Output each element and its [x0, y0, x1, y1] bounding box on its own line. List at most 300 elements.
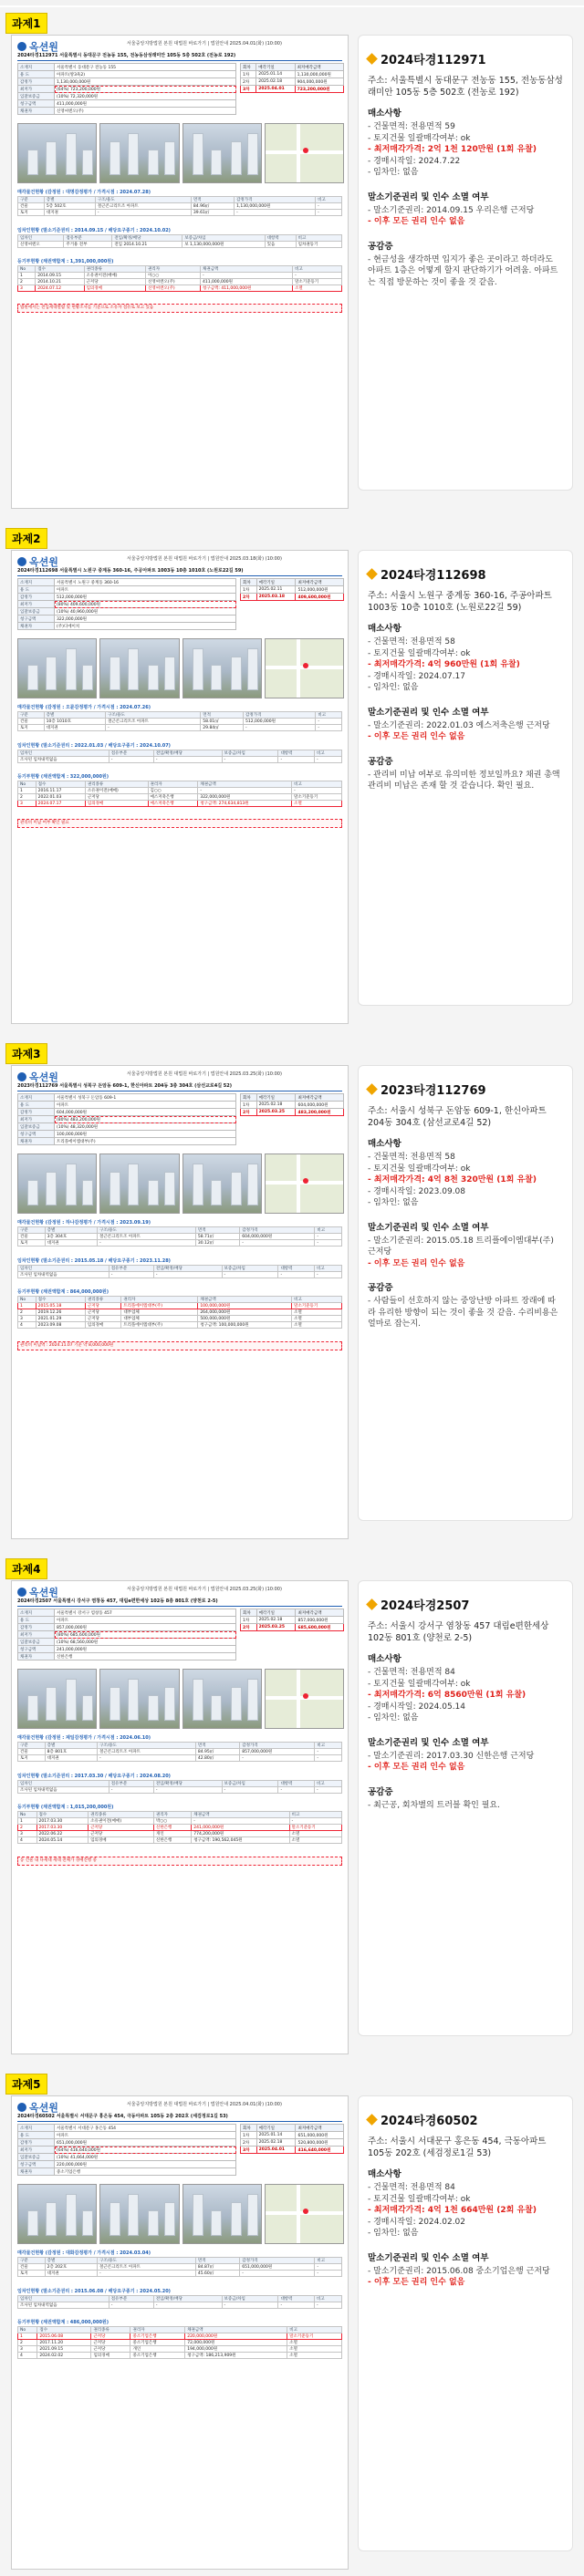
table-cell: No — [18, 781, 36, 788]
info-key: 청구금액 — [18, 100, 55, 108]
apartment-block — [231, 1687, 242, 1721]
table-row — [18, 1825, 342, 1831]
top-strip — [0, 0, 584, 5]
info-row — [18, 1131, 236, 1138]
table-cell: 트리플에이엠대부(주) — [121, 1303, 198, 1309]
bid-history — [240, 2124, 344, 2154]
rights-heading: 말소기준권리 및 인수 소멸 여부 — [368, 707, 489, 718]
info-key: 최저가 — [18, 1631, 55, 1639]
table-cell: - — [316, 725, 342, 731]
table-cell: 토지 — [18, 1755, 46, 1762]
info-value: 서울특별시 강서구 염창동 457 — [55, 1609, 236, 1617]
table-cell: 중소기업은행 — [130, 2353, 185, 2359]
table-cell: 토지 — [18, 1240, 46, 1247]
bid-cell: 520,800,000원 — [296, 2139, 344, 2147]
info-row — [18, 2161, 236, 2168]
table-cell: 857,000,000원 — [240, 1749, 315, 1755]
bid-row — [241, 1109, 344, 1116]
table-cell: 철근콘크리트조 아파트 — [95, 203, 191, 210]
task-tag: 과제2 — [5, 528, 47, 549]
info-row — [18, 1617, 236, 1624]
summary-address: 주소: 서울시 노원구 중계동 360-16, 주공아파트 1003동 10층 1010호 (노원로22길 59) — [368, 591, 552, 613]
bid-row — [241, 1624, 344, 1631]
task-tag: 과제5 — [5, 2074, 47, 2095]
registry-status — [17, 1296, 342, 1329]
bid-cell: 857,000,000원 — [296, 1617, 344, 1624]
apartment-block — [66, 2194, 77, 2236]
info-value: (10%) 72,320,000원 — [55, 93, 236, 100]
building-photo — [17, 1154, 97, 1214]
table-cell: 소멸 — [293, 285, 342, 292]
table-cell: 651,000,000원 — [240, 2264, 315, 2271]
apartment-block — [193, 133, 203, 175]
info-value: 신영씨엔오(주) — [55, 108, 236, 115]
table-cell: 신한은행 — [153, 1825, 191, 1831]
table-cell: 건물 — [18, 1234, 46, 1240]
info-row — [18, 2139, 236, 2147]
apartment-block — [82, 665, 93, 690]
table-cell: - — [201, 273, 293, 279]
table-row — [18, 788, 342, 794]
info-value: 512,000,000원 — [55, 594, 236, 601]
goods-status-title: 매각물건현황 (감정원 : 제일감정평가 / 가격시점 : 2024.06.10) — [17, 1735, 151, 1741]
table-cell: 청구금액: 100,000,000원 — [198, 1322, 292, 1329]
goods-status — [17, 1742, 342, 1762]
info-key: 소재지 — [18, 579, 55, 586]
property-info-table — [17, 1609, 236, 1660]
table-cell: 3 — [18, 285, 36, 292]
table-row — [18, 197, 342, 203]
table-row — [18, 712, 342, 719]
tenant-status-table — [17, 234, 342, 248]
diamond-icon — [366, 1083, 378, 1095]
table-cell: 조사된 임차내역없음 — [18, 757, 110, 763]
map-road — [297, 639, 300, 698]
info-key: 용 도 — [18, 1102, 55, 1109]
table-cell: 비고 — [314, 2296, 341, 2302]
auction-document — [11, 1065, 349, 1539]
table-cell: 비고 — [314, 750, 341, 757]
table-cell: 소멸 — [289, 1837, 341, 1844]
table-cell: 임차권등기 — [296, 242, 341, 248]
table-cell: 3 — [18, 801, 36, 807]
apartment-block — [247, 2194, 258, 2236]
table-cell: 면적 — [195, 1743, 239, 1749]
sale-info-line: - 경매시작일: 2024.02.02 — [368, 2217, 466, 2227]
table-cell: 임의경매 — [89, 1837, 154, 1844]
bid-row — [241, 86, 344, 93]
table-cell: 감정가격 — [235, 197, 316, 203]
apartment-block — [46, 657, 57, 690]
table-cell: 근저당 — [84, 279, 146, 285]
bid-cell: 1,130,000,000원 — [295, 71, 343, 78]
bid-header-cell: 최저매각금액 — [296, 1094, 344, 1102]
info-key: 채권자 — [18, 108, 55, 115]
bid-cell: 2025.02.18 — [256, 2139, 296, 2147]
task-section — [0, 522, 584, 1038]
table-cell: - — [240, 1240, 315, 1247]
info-value: (64%) 723,200,000원 — [55, 86, 236, 93]
apartment-block — [82, 1180, 93, 1205]
info-key: 감정가 — [18, 78, 55, 86]
table-cell: 임의경매 — [85, 801, 148, 807]
apartment-block — [193, 2194, 203, 2236]
table-cell: 김○○ — [148, 788, 198, 794]
sale-info-line: - 경매시작일: 2024.7.22 — [368, 156, 461, 166]
rights-heading: 말소기준권리 및 인수 소멸 여부 — [368, 1222, 489, 1233]
registry-status — [17, 1811, 342, 1844]
table-cell: 토지 — [18, 725, 45, 731]
table-cell: 2019.12.26 — [36, 1309, 85, 1316]
table-cell: 대지권 — [44, 210, 95, 216]
info-row — [18, 78, 236, 86]
table-cell: 604,000,000원 — [240, 1234, 315, 1240]
bid-row — [241, 586, 344, 594]
table-cell: 중소기업은행 — [130, 2333, 185, 2340]
court-header: 서울중앙지방법원 본원 대법원 바로가기 | 법원안내 2025.03.25(화) (10:00) — [127, 1071, 282, 1077]
apartment-block — [164, 1172, 175, 1205]
goods-status-table — [17, 711, 342, 731]
table-cell: 접수 — [36, 1812, 89, 1818]
table-cell: 건물 — [18, 1749, 46, 1755]
table-cell: 있음 — [265, 242, 296, 248]
table-cell: 점유부분 — [64, 235, 112, 242]
building-photo — [99, 638, 179, 698]
table-cell: 층별 — [44, 712, 105, 719]
building-photo — [182, 123, 262, 183]
task-section — [0, 1553, 584, 2068]
sale-info-heading: 매소사항 — [368, 2169, 402, 2179]
sale-info-line: - 건물면적: 전용면적 58 — [368, 637, 455, 647]
table-cell: 500,000,000원 — [198, 1316, 292, 1322]
apartment-block — [193, 1679, 203, 1721]
opinion-text: - 사람들이 선호하지 않는 중앙난방 아파트 장래에 따라 유리한 방향이 되는 것이 좋을 것 같음. 수리비용은 얼마로 잡는지. — [368, 1297, 558, 1329]
table-cell: 임차인 — [18, 2296, 110, 2302]
goods-status — [17, 2257, 342, 2277]
table-cell: 3층 304호 — [45, 1234, 97, 1240]
rights-line: - 이후 모든 권리 인수 없음 — [368, 217, 465, 226]
spacer — [368, 743, 563, 749]
table-cell: 채권금액 — [198, 781, 292, 788]
table-cell: 1 — [18, 788, 36, 794]
table-cell: 구분 — [18, 1227, 46, 1234]
bid-cell: 2차 — [241, 78, 256, 86]
spacer — [368, 1724, 563, 1730]
sale-info-line: - 건물면적: 전용면적 84 — [368, 2183, 455, 2192]
info-key: 청구금액 — [18, 616, 55, 623]
table-cell: 면적 — [195, 2258, 239, 2264]
info-key: 용 도 — [18, 586, 55, 594]
table-cell: 구분 — [18, 197, 45, 203]
table-cell: - — [153, 2302, 222, 2309]
map-pin-icon — [303, 663, 308, 668]
property-photos — [17, 638, 344, 698]
bid-history — [240, 1093, 344, 1116]
task-section — [0, 7, 584, 522]
building-photo — [17, 1669, 97, 1729]
table-cell: 대지권 — [45, 1755, 97, 1762]
bid-cell: 904,000,000원 — [295, 78, 343, 86]
sale-info-line: - 임차인: 없음 — [368, 683, 419, 692]
goods-status — [17, 711, 342, 731]
table-cell: 소유권이전(매매) — [89, 1818, 154, 1825]
info-key: 소재지 — [18, 2125, 55, 2132]
rights-line: - 이후 모든 권리 인수 없음 — [368, 1763, 465, 1772]
table-cell: - — [98, 2271, 196, 2277]
table-cell: - — [106, 725, 201, 731]
summary-card — [358, 550, 573, 1006]
apartment-block — [66, 648, 77, 690]
table-cell: 72,000,000원 — [185, 2340, 287, 2346]
table-row — [18, 2264, 342, 2271]
building-photo — [99, 2184, 179, 2244]
table-cell: 소멸 — [287, 2340, 342, 2346]
table-cell: 접수 — [36, 781, 85, 788]
location-map — [265, 638, 344, 698]
info-key: 입찰보증금 — [18, 93, 55, 100]
table-cell: 면적 — [201, 712, 244, 719]
map-road — [297, 1154, 300, 1213]
opinion-heading: 공감증 — [368, 1786, 393, 1797]
bid-header-cell: 회차 — [241, 579, 257, 586]
logo-text: 옥션원 — [29, 556, 58, 568]
table-cell: 2015.05.18 — [36, 1303, 85, 1309]
table-cell: 트리플에이엠대부(주) — [121, 1322, 198, 1329]
bid-cell: 416,640,000원 — [296, 2147, 344, 2154]
case-title: 2023타경112769 서울특별시 성북구 돈암동 609-1, 한신아파트 204동 3층 304호 (삼선교로4길 52) — [17, 1082, 342, 1091]
building-photo — [182, 1154, 262, 1214]
task-section — [0, 2068, 584, 2576]
tenant-status — [17, 750, 342, 763]
table-cell: 소멸 — [287, 2353, 342, 2359]
info-key: 입찰보증금 — [18, 1123, 55, 1131]
building-photo — [182, 1669, 262, 1729]
table-cell: - — [315, 1234, 342, 1240]
apartment-block — [110, 657, 120, 690]
apartment-block — [231, 2202, 242, 2236]
table-row — [18, 1272, 342, 1278]
notice-box: 동 건물 내 다세대 세대 전체가 경매진행 중 — [17, 1857, 342, 1866]
info-value: 100,000,000원 — [55, 1131, 236, 1138]
info-key: 소재지 — [18, 1609, 55, 1617]
table-cell: 말소기준등기 — [292, 1303, 342, 1309]
location-map — [265, 2184, 344, 2244]
bid-header-cell: 매각기일 — [256, 579, 296, 586]
table-cell: No — [18, 2327, 37, 2333]
goods-status-title: 매각물건현황 (감정원 : 오륜감정평가 / 가격시점 : 2024.07.26) — [17, 705, 151, 710]
bid-cell: 2025.02.18 — [256, 1617, 296, 1624]
info-row — [18, 1653, 236, 1660]
table-cell: 토지 — [18, 2271, 46, 2277]
map-pin-icon — [303, 1178, 308, 1184]
table-cell: 철근콘크리트조 아파트 — [106, 719, 201, 725]
rights-line: - 말소기준권리: 2014.09.15 우리은행 근저당 — [368, 205, 535, 215]
table-cell: - — [222, 1787, 278, 1794]
info-value: 604,000,000원 — [55, 1109, 236, 1116]
table-cell: 4 — [18, 1837, 37, 1844]
registry-title: 등기부현황 (채권액합계 : 486,000,000원) — [17, 2320, 110, 2325]
rights-line: - 말소기준권리: 2022.01.03 예스저축은행 근저당 — [368, 720, 550, 730]
apartment-block — [231, 657, 242, 690]
table-cell: 2층 202호 — [45, 2264, 97, 2271]
property-info — [17, 1609, 236, 1660]
apartment-block — [211, 150, 222, 175]
table-row — [18, 2296, 342, 2302]
table-row — [18, 1316, 342, 1322]
table-cell: 예스저축은행 — [148, 801, 198, 807]
info-key: 청구금액 — [18, 2161, 55, 2168]
tenant-status — [17, 234, 342, 248]
case-number-title — [368, 1081, 563, 1098]
info-key: 감정가 — [18, 1109, 55, 1116]
info-row — [18, 586, 236, 594]
sale-info-line: - 임차인: 없음 — [368, 1713, 419, 1723]
bid-cell: 2차 — [241, 594, 257, 601]
table-cell: 소멸 — [292, 1316, 342, 1322]
apartment-block — [66, 1164, 77, 1205]
info-value: 322,000,000원 — [55, 616, 236, 623]
bid-cell: 2025.02.18 — [256, 1102, 296, 1109]
table-cell: 근저당 — [85, 1316, 120, 1322]
table-cell: 감정가격 — [240, 1743, 315, 1749]
apartment-block — [231, 1172, 242, 1205]
table-cell: 조사된 임차내역없음 — [18, 1272, 110, 1278]
table-cell: 84.96㎡ — [191, 203, 234, 210]
table-cell: 1 — [18, 1303, 36, 1309]
table-cell: - — [95, 210, 191, 216]
table-cell: 권리종류 — [85, 1297, 120, 1303]
table-cell: 2 — [18, 794, 36, 801]
map-road — [297, 124, 300, 182]
table-row — [18, 1837, 342, 1844]
apartment-block — [231, 141, 242, 175]
table-cell: 채권금액 — [198, 1297, 292, 1303]
property-info-table — [17, 578, 236, 630]
sale-info-line: - 건물면적: 전용면적 58 — [368, 1153, 455, 1162]
table-cell: - — [278, 2302, 315, 2309]
table-row — [18, 1749, 342, 1755]
table-cell: 보증금/차임 — [222, 1781, 278, 1787]
apartment-block — [46, 1687, 57, 1721]
table-cell: 194,000,000원 — [185, 2346, 287, 2353]
table-cell: 전입/확정/배당 — [153, 1781, 222, 1787]
table-row — [18, 1240, 342, 1247]
spacer — [368, 694, 563, 699]
table-cell: 청구금액: 274,634,813원 — [198, 801, 292, 807]
sale-info-line: - 토지건물 일괄매각여부: ok — [368, 1164, 471, 1174]
apartment-block — [193, 1164, 203, 1205]
location-map — [265, 1669, 344, 1729]
bid-header-row — [241, 1609, 344, 1617]
table-cell: 대지권 — [45, 1240, 97, 1247]
bid-cell: 604,000,000원 — [296, 1102, 344, 1109]
case-title: 2024타경2507 서울특별시 강서구 염창동 457, 대림e편한세상 102동 8층 801호 (양천로 2-5) — [17, 1598, 342, 1607]
map-road — [297, 2185, 300, 2243]
table-cell: 2024.07.12 — [36, 285, 84, 292]
apartment-block — [148, 2210, 159, 2236]
table-cell: 보증금/차임 — [182, 235, 265, 242]
tenant-status-title: 임차인현황 (말소기준권리 : 2014.09.15 / 배당요구종기 : 2024.10.02) — [17, 228, 171, 233]
info-row — [18, 579, 236, 586]
table-cell: 층별 — [45, 1227, 97, 1234]
rights-line: - 말소기준권리: 2015.05.18 트리플에이엠대부(주) 근저당 — [368, 1236, 554, 1257]
registry-title: 등기부현황 (채권액합계 : 1,391,000,000원) — [17, 259, 114, 264]
table-cell: 조사된 임차내역없음 — [18, 1787, 110, 1794]
tenant-status — [17, 1780, 342, 1794]
table-cell: - — [109, 757, 153, 763]
sale-info-line: - 토지건물 일괄매각여부: ok — [368, 1679, 471, 1689]
info-key: 입찰보증금 — [18, 1639, 55, 1646]
info-key: 용 도 — [18, 71, 55, 78]
info-value: 아파트 — [55, 586, 236, 594]
info-row — [18, 594, 236, 601]
apartment-block — [128, 648, 139, 690]
table-cell: 주거용 전부 — [64, 242, 112, 248]
case-number-title — [368, 50, 563, 67]
property-info — [17, 63, 236, 115]
info-key: 채권자 — [18, 1653, 55, 1660]
table-cell: 감정가격 — [240, 2258, 315, 2264]
info-value: 서울특별시 동대문구 전농동 155 — [55, 64, 236, 71]
apartment-block — [128, 1679, 139, 1721]
table-cell: 중소기업은행 — [130, 2340, 185, 2346]
table-row — [18, 2346, 342, 2353]
bid-header-cell: 회차 — [241, 1609, 257, 1617]
bid-cell: 512,000,000원 — [296, 586, 344, 594]
case-number: 2024타경112971 — [381, 54, 486, 67]
info-value: 트리플에이엠대부(주) — [55, 1138, 236, 1145]
table-cell: 대항력 — [265, 235, 296, 242]
table-cell: - — [240, 2271, 315, 2277]
spacer — [368, 1774, 563, 1779]
table-cell: 대부업체 — [121, 1316, 198, 1322]
bid-row — [241, 1102, 344, 1109]
bid-header-cell: 매각기일 — [256, 2125, 296, 2132]
info-key: 채권자 — [18, 2168, 55, 2176]
table-row — [18, 1303, 342, 1309]
case-title: 2024타경112698 서울특별시 노원구 중계동 360-16, 주공아파트 1003동 10층 1010호 (노원로22길 59) — [17, 567, 342, 576]
info-row — [18, 64, 236, 71]
notice-box: 관리비 미납액 : 2024.11.07 기준 약 8,000,000원 — [17, 1341, 342, 1350]
sale-info-line: - 임차인: 없음 — [368, 1198, 419, 1207]
spacer — [368, 1269, 563, 1275]
info-key: 입찰보증금 — [18, 608, 55, 616]
table-cell: - — [244, 725, 316, 731]
bid-header-cell: 최저매각금액 — [296, 1609, 344, 1617]
task-tag: 과제4 — [5, 1558, 47, 1579]
registry-status — [17, 781, 342, 807]
table-row — [18, 1227, 342, 1234]
table-cell: 근저당 — [89, 1825, 154, 1831]
opinion-text: - 최근공, 회차별의 트러블 확인 필요. — [368, 1800, 500, 1810]
table-cell: 채권금액 — [201, 266, 293, 273]
registry-title: 등기부현황 (채권액합계 : 1,015,200,000원) — [17, 1805, 114, 1810]
info-key: 최저가 — [18, 86, 55, 93]
info-row — [18, 2147, 236, 2154]
table-cell: 비고 — [316, 712, 342, 719]
logo-text: 옥션원 — [29, 1587, 58, 1598]
table-cell: 말소기준등기 — [293, 279, 342, 285]
table-cell: - — [109, 2302, 153, 2309]
table-row — [18, 2258, 342, 2264]
summary-card — [358, 35, 573, 491]
opinion-heading: 공감증 — [368, 241, 393, 252]
sale-info-line: - 경매시작일: 2024.07.17 — [368, 671, 466, 681]
info-key: 입찰보증금 — [18, 2154, 55, 2161]
table-cell: 84.87㎡ — [195, 2264, 239, 2271]
sale-info-heading: 매소사항 — [368, 1654, 402, 1664]
info-key: 감정가 — [18, 1624, 55, 1631]
